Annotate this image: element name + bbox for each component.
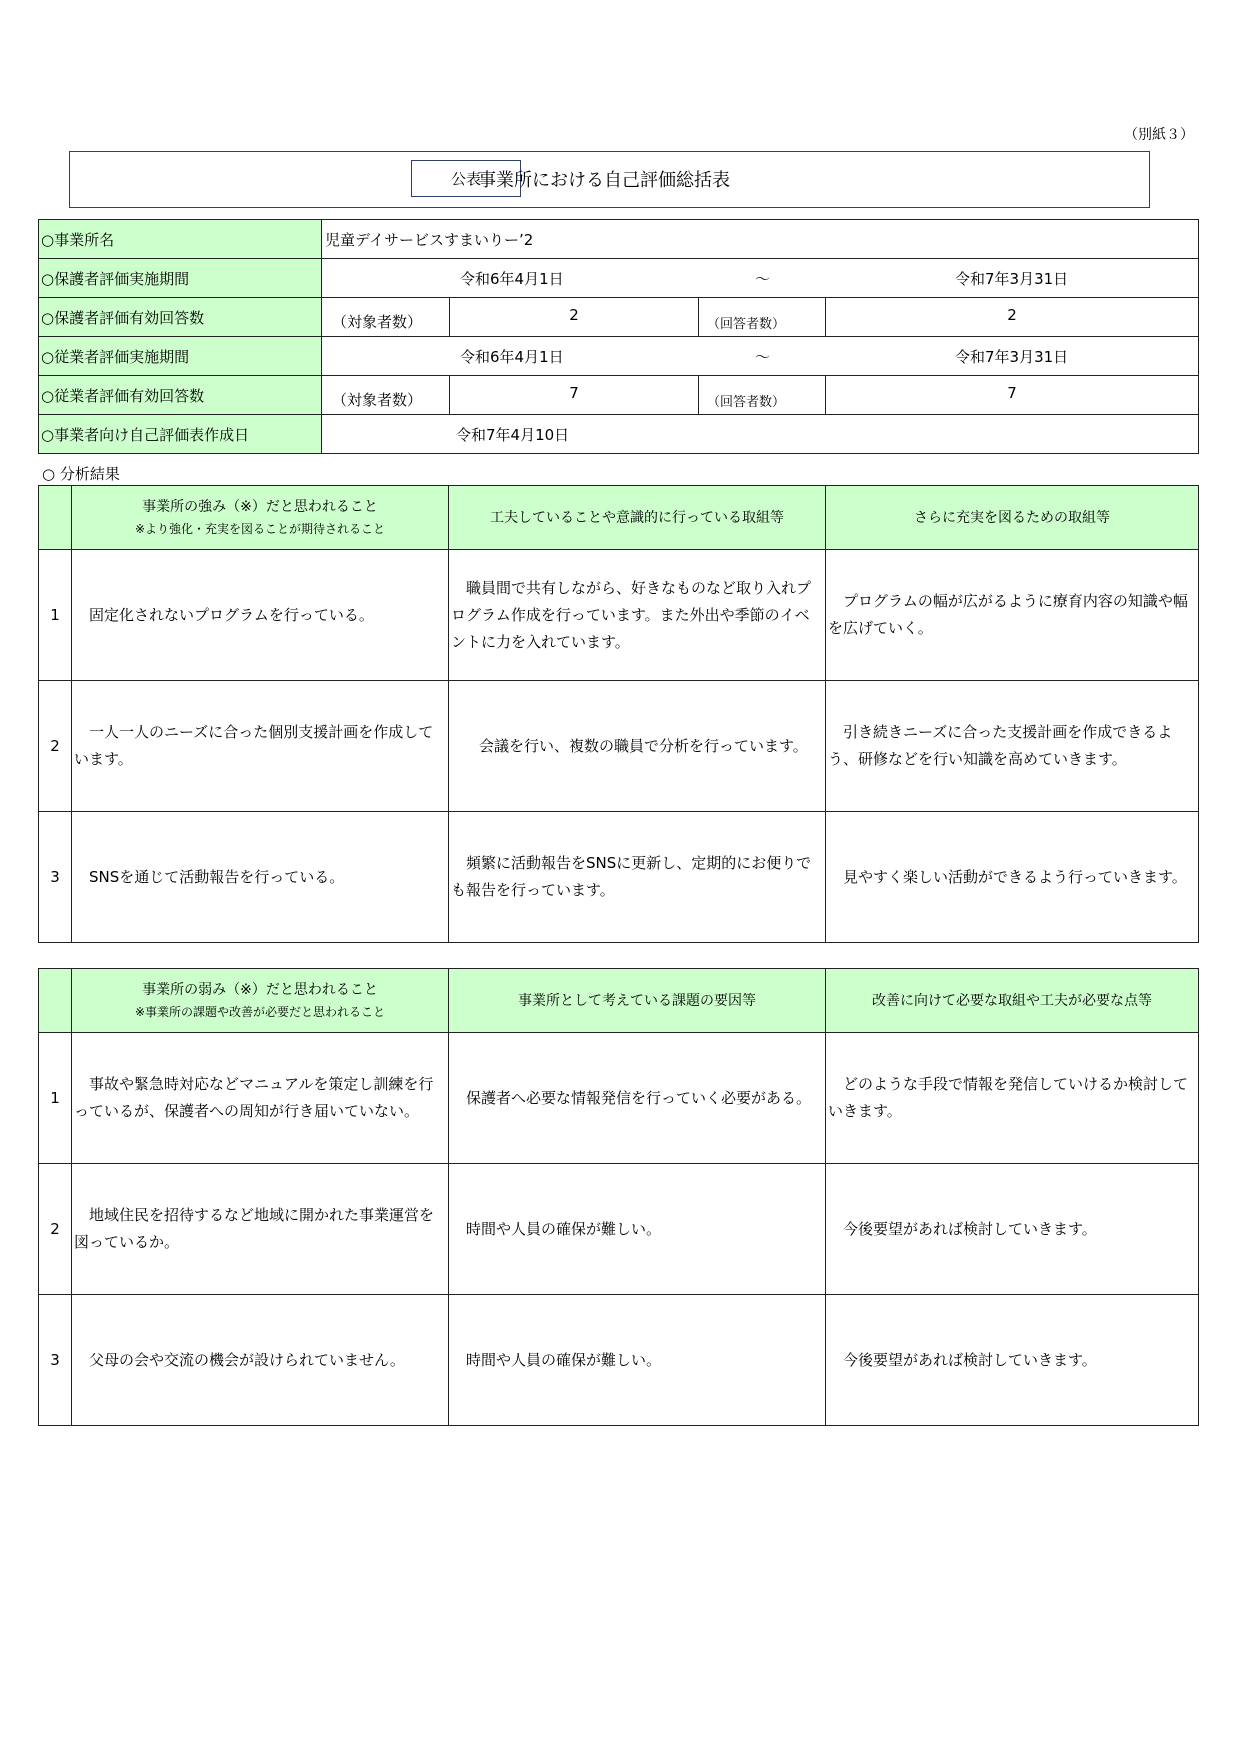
staff-period: [322, 337, 1199, 376]
improvement-cell: どのような手段で情報を発信していけるか検討していきます。: [826, 1033, 1199, 1164]
improvement-cell: 今後要望があれば検討していきます。: [826, 1164, 1199, 1295]
staff-period-end: 令和7年3月31日: [955, 348, 1069, 366]
public-label: 公表: [411, 160, 521, 197]
weakness-cell: 事故や緊急時対応などマニュアルを策定し訓練を行っているが、保護者への周知が行き届いていない。: [72, 1033, 449, 1164]
cause-cell: 時間や人員の確保が難しい。: [449, 1295, 826, 1426]
office-name-label: ○事業所名: [39, 220, 322, 259]
enhancement-cell: プログラムの幅が広がるように療育内容の知識や幅を広げていく。: [826, 550, 1199, 681]
guardian-period-start: 令和6年4月1日: [460, 270, 564, 288]
office-name: 児童デイサービスすまいりー’2: [322, 220, 1199, 259]
attachment-label: （別紙３）: [1124, 127, 1194, 143]
row-number: 2: [39, 1164, 72, 1295]
table-row: [39, 1164, 1199, 1295]
effort-cell: 会議を行い、複数の職員で分析を行っています。: [449, 681, 826, 812]
strength-cell: 一人一人のニーズに合った個別支援計画を作成しています。: [72, 681, 449, 812]
guardian-target-label: （対象者数）: [322, 298, 450, 337]
strengths-header-num: [39, 486, 72, 550]
created-date: 令和7年4月10日: [322, 415, 1199, 454]
guardian-period: [322, 259, 1199, 298]
guardian-target-count: 2: [450, 298, 699, 337]
staff-period-start: 令和6年4月1日: [460, 348, 564, 366]
enhancement-cell: 見やすく楽しい活動ができるよう行っていきます。: [826, 812, 1199, 943]
weakness-cell: 父母の会や交流の機会が設けられていません。: [72, 1295, 449, 1426]
staff-period-sep: ～: [755, 348, 771, 366]
guardian-respondent-count: 2: [826, 298, 1199, 337]
row-number: 3: [39, 812, 72, 943]
cause-cell: 時間や人員の確保が難しい。: [449, 1164, 826, 1295]
info-table: [38, 219, 1199, 454]
staff-valid-label: ○従業者評価有効回答数: [39, 376, 322, 415]
row-number: 1: [39, 1033, 72, 1164]
guardian-respondent-label: （回答者数）: [699, 298, 826, 337]
strengths-header-col3: さらに充実を図るための取組等: [826, 486, 1199, 550]
weaknesses-header-num: [39, 969, 72, 1033]
improvement-cell: 今後要望があれば検討していきます。: [826, 1295, 1199, 1426]
table-row: [39, 550, 1199, 681]
effort-cell: 職員間で共有しながら、好きなものなど取り入れプログラム作成を行っています。また外出や季節のイベントに力を入れています。: [449, 550, 826, 681]
weaknesses-table: [38, 968, 1199, 1426]
table-row: [39, 812, 1199, 943]
created-label: ○事業者向け自己評価表作成日: [39, 415, 322, 454]
strength-cell: 固定化されないプログラムを行っている。: [72, 550, 449, 681]
strength-cell: SNSを通じて活動報告を行っている。: [72, 812, 449, 943]
weakness-cell: 地域住民を招待するなど地域に開かれた事業運営を図っているか。: [72, 1164, 449, 1295]
table-row: [39, 681, 1199, 812]
strengths-col1-title: 事業所の強み（※）だと思われること: [142, 498, 378, 515]
weaknesses-header-col2: 事業所として考えている課題の要因等: [449, 969, 826, 1033]
strengths-header-col2: 工夫していることや意識的に行っている取組等: [449, 486, 826, 550]
strengths-col1-note: ※より強化・充実を図ることが期待されること: [134, 521, 386, 536]
page-title: 事業所における自己評価総括表: [478, 170, 730, 191]
strengths-table: [38, 485, 1199, 943]
enhancement-cell: 引き続きニーズに合った支援計画を作成できるよう、研修などを行い知識を高めていきます。: [826, 681, 1199, 812]
guardian-valid-label: ○保護者評価有効回答数: [39, 298, 322, 337]
staff-period-label: ○従業者評価実施期間: [39, 337, 322, 376]
staff-target-label: （対象者数）: [322, 376, 450, 415]
row-number: 2: [39, 681, 72, 812]
weaknesses-col1-title: 事業所の弱み（※）だと思われること: [142, 981, 378, 998]
effort-cell: 頻繁に活動報告をSNSに更新し、定期的にお便りでも報告を行っています。: [449, 812, 826, 943]
cause-cell: 保護者へ必要な情報発信を行っていく必要がある。: [449, 1033, 826, 1164]
table-row: [39, 1033, 1199, 1164]
analysis-label: ○ 分析結果: [42, 465, 120, 483]
guardian-period-end: 令和7年3月31日: [955, 270, 1069, 288]
row-number: 1: [39, 550, 72, 681]
staff-respondent-count: 7: [826, 376, 1199, 415]
guardian-period-sep: ～: [755, 270, 771, 288]
weaknesses-header-col3: 改善に向けて必要な取組や工夫が必要な点等: [826, 969, 1199, 1033]
title-box: [69, 151, 1150, 208]
guardian-period-label: ○保護者評価実施期間: [39, 259, 322, 298]
staff-respondent-label: （回答者数）: [699, 376, 826, 415]
weaknesses-col1-note: ※事業所の課題や改善が必要だと思われること: [134, 1004, 386, 1019]
weaknesses-header-col1: [72, 969, 449, 1033]
table-row: [39, 1295, 1199, 1426]
staff-target-count: 7: [450, 376, 699, 415]
row-number: 3: [39, 1295, 72, 1426]
strengths-header-col1: [72, 486, 449, 550]
